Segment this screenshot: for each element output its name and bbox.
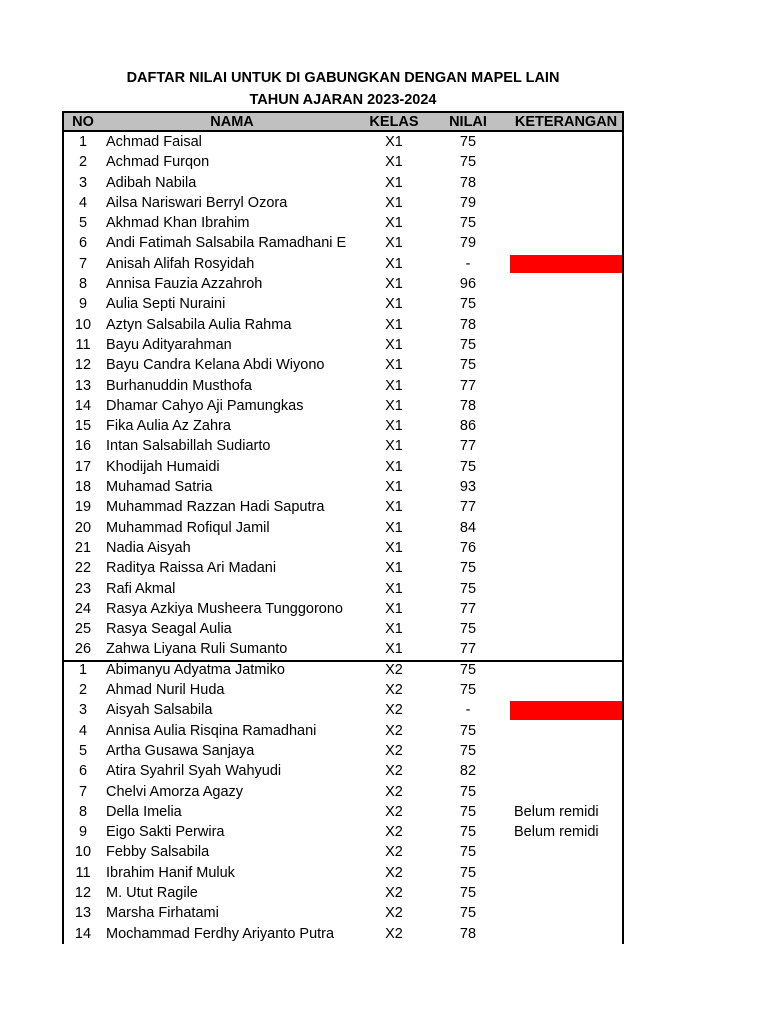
cell-kelas[interactable]: X1 (385, 499, 403, 516)
cell-keterangan[interactable]: Belum remidi (514, 803, 599, 820)
cell-keterangan[interactable] (510, 721, 622, 741)
cell-keterangan[interactable] (510, 173, 622, 193)
cell-nilai[interactable]: 77 (459, 499, 477, 516)
table-row (64, 294, 622, 314)
cell-kelas[interactable]: X1 (385, 377, 403, 394)
cell-nilai[interactable]: 75 (459, 458, 477, 475)
cell-nama[interactable]: Anisah Alifah Rosyidah (106, 255, 255, 272)
cell-no[interactable]: 4 (78, 722, 88, 739)
cell-nilai[interactable]: 75 (459, 215, 477, 232)
cell-keterangan[interactable]: Belum remidi (514, 824, 599, 841)
cell-keterangan[interactable] (510, 599, 622, 619)
cell-keterangan[interactable] (510, 355, 622, 375)
cell-kelas[interactable]: X2 (385, 783, 403, 800)
cell-keterangan[interactable] (510, 924, 622, 944)
cell-nilai[interactable]: 75 (459, 844, 477, 861)
table-row (64, 903, 622, 923)
cell-keterangan[interactable] (510, 254, 622, 274)
cell-nama[interactable]: Bayu Adityarahman (106, 336, 232, 353)
table-row (64, 254, 622, 274)
cell-no[interactable]: 5 (78, 742, 88, 759)
cell-kelas[interactable]: X2 (385, 742, 403, 759)
cell-nilai[interactable]: 75 (459, 783, 477, 800)
cell-nilai[interactable]: 75 (459, 905, 477, 922)
cell-keterangan[interactable] (510, 274, 622, 294)
cell-kelas[interactable]: X1 (385, 357, 403, 374)
cell-nama[interactable]: Marsha Firhatami (106, 905, 219, 922)
cell-keterangan[interactable] (510, 579, 622, 599)
cell-kelas[interactable]: X1 (385, 174, 403, 191)
cell-no[interactable]: 18 (74, 479, 92, 496)
cell-nilai[interactable]: 75 (459, 682, 477, 699)
cell-nama[interactable]: Khodijah Humaidi (106, 458, 220, 475)
cell-keterangan[interactable] (510, 335, 622, 355)
cell-no[interactable]: 9 (78, 824, 88, 841)
cell-keterangan[interactable] (510, 416, 622, 436)
cell-nama[interactable]: Andi Fatimah Salsabila Ramadhani E (106, 235, 347, 252)
cell-nama[interactable]: Atira Syahril Syah Wahyudi (106, 763, 282, 780)
cell-nilai[interactable]: 78 (459, 925, 477, 942)
cell-kelas[interactable]: X2 (385, 824, 403, 841)
cell-no[interactable]: 13 (74, 377, 92, 394)
red-flag-marker (510, 701, 622, 719)
cell-nilai[interactable]: 75 (459, 296, 477, 313)
cell-kelas[interactable]: X1 (385, 397, 403, 414)
cell-keterangan[interactable] (510, 193, 622, 213)
cell-no[interactable]: 4 (78, 194, 88, 211)
table-row (64, 193, 622, 213)
cell-nama[interactable]: Achmad Furqon (106, 154, 210, 171)
cell-no[interactable]: 15 (74, 418, 92, 435)
cell-keterangan[interactable] (510, 782, 622, 802)
cell-nama[interactable]: Aztyn Salsabila Aulia Rahma (106, 316, 292, 333)
cell-nama[interactable]: Annisa Fauzia Azzahroh (106, 276, 263, 293)
page-subtitle: TAHUN AJARAN 2023-2024 (249, 92, 437, 108)
cell-kelas[interactable]: X1 (385, 194, 403, 211)
cell-kelas[interactable]: X1 (385, 235, 403, 252)
cell-no[interactable]: 6 (78, 235, 88, 252)
cell-nama[interactable]: Zahwa Liyana Ruli Sumanto (106, 641, 288, 658)
table-row (64, 233, 622, 253)
table-row (64, 152, 622, 172)
cell-nilai[interactable]: 77 (459, 438, 477, 455)
cell-no[interactable]: 20 (74, 519, 92, 536)
cell-nilai[interactable]: 75 (459, 864, 477, 881)
cell-keterangan[interactable] (510, 842, 622, 862)
cell-no[interactable]: 13 (74, 905, 92, 922)
cell-nama[interactable]: Aisyah Salsabila (106, 702, 213, 719)
cell-nilai[interactable]: 84 (459, 519, 477, 536)
cell-nama[interactable]: Nadia Aisyah (106, 539, 191, 556)
cell-keterangan[interactable] (510, 700, 622, 720)
cell-kelas[interactable]: X2 (385, 682, 403, 699)
cell-no[interactable]: 2 (78, 682, 88, 699)
table-row (64, 497, 622, 517)
cell-keterangan[interactable] (510, 619, 622, 639)
cell-nama[interactable]: Adibah Nabila (106, 174, 197, 191)
cell-nama[interactable]: Muhammad Razzan Hadi Saputra (106, 499, 325, 516)
table-row (64, 802, 622, 822)
cell-keterangan[interactable] (510, 294, 622, 314)
cell-keterangan[interactable] (510, 477, 622, 497)
cell-kelas[interactable]: X1 (385, 418, 403, 435)
cell-nilai[interactable]: 75 (459, 661, 477, 678)
cell-keterangan[interactable] (510, 639, 622, 659)
cell-nilai[interactable]: 75 (459, 803, 477, 820)
cell-no[interactable]: 12 (74, 884, 92, 901)
cell-no[interactable]: 23 (74, 580, 92, 597)
table-row (64, 599, 622, 619)
cell-no[interactable]: 7 (78, 783, 88, 800)
cell-keterangan[interactable] (510, 233, 622, 253)
cell-nama[interactable]: Annisa Aulia Risqina Ramadhani (106, 722, 317, 739)
cell-nama[interactable]: Ailsa Nariswari Berryl Ozora (106, 194, 288, 211)
cell-keterangan[interactable] (510, 903, 622, 923)
cell-nama[interactable]: Intan Salsabillah Sudiarto (106, 438, 271, 455)
cell-no[interactable]: 21 (74, 539, 92, 556)
cell-keterangan[interactable] (510, 315, 622, 335)
table-row (64, 173, 622, 193)
table-row (64, 639, 622, 659)
cell-no[interactable]: 19 (74, 499, 92, 516)
cell-nilai[interactable]: 75 (459, 621, 477, 638)
cell-no[interactable]: 1 (78, 661, 88, 678)
cell-no[interactable]: 17 (74, 458, 92, 475)
cell-nilai[interactable]: - (465, 702, 471, 719)
cell-nama[interactable]: Muhamad Satria (106, 479, 213, 496)
table-row (64, 883, 622, 903)
cell-no[interactable]: 3 (78, 174, 88, 191)
table-row (64, 132, 622, 152)
cell-nama[interactable]: Bayu Candra Kelana Abdi Wiyono (106, 357, 325, 374)
cell-kelas[interactable]: X1 (385, 276, 403, 293)
cell-kelas[interactable]: X1 (385, 154, 403, 171)
cell-nilai[interactable]: 76 (459, 539, 477, 556)
cell-kelas[interactable]: X2 (385, 844, 403, 861)
cell-keterangan[interactable] (510, 396, 622, 416)
cell-kelas[interactable]: X1 (385, 215, 403, 232)
cell-nama[interactable]: Mochammad Ferdhy Ariyanto Putra (106, 925, 335, 942)
table-row (64, 355, 622, 375)
table-row (64, 538, 622, 558)
table-row (64, 518, 622, 538)
cell-keterangan[interactable] (510, 680, 622, 700)
cell-keterangan[interactable] (510, 213, 622, 233)
cell-nama[interactable]: Artha Gusawa Sanjaya (106, 742, 255, 759)
cell-keterangan[interactable] (510, 761, 622, 781)
table-row (64, 782, 622, 802)
cell-kelas[interactable]: X1 (385, 580, 403, 597)
cell-no[interactable]: 26 (74, 641, 92, 658)
table-row (64, 924, 622, 944)
table-row (64, 619, 622, 639)
table-row (64, 335, 622, 355)
cell-keterangan[interactable] (510, 558, 622, 578)
cell-no[interactable]: 5 (78, 215, 88, 232)
table-row (64, 680, 622, 700)
cell-no[interactable]: 9 (78, 296, 88, 313)
cell-nilai[interactable]: 78 (459, 397, 477, 414)
cell-nama[interactable]: Rafi Akmal (106, 580, 176, 597)
column-header-nama[interactable]: NAMA (210, 114, 254, 130)
table-header (64, 111, 622, 132)
table-row (64, 376, 622, 396)
cell-nilai[interactable]: 79 (459, 194, 477, 211)
cell-no[interactable]: 10 (74, 844, 92, 861)
table-row (64, 274, 622, 294)
table-row (64, 761, 622, 781)
cell-nama[interactable]: Burhanuddin Musthofa (106, 377, 252, 394)
column-header-no[interactable]: NO (72, 114, 94, 130)
cell-no[interactable]: 3 (78, 702, 88, 719)
cell-nilai[interactable]: 75 (459, 722, 477, 739)
red-flag-marker (510, 255, 622, 273)
cell-no[interactable]: 24 (74, 600, 92, 617)
table-row (64, 579, 622, 599)
cell-kelas[interactable]: X2 (385, 702, 403, 719)
cell-keterangan[interactable] (510, 152, 622, 172)
cell-nilai[interactable]: 79 (459, 235, 477, 252)
cell-nilai[interactable]: 75 (459, 154, 477, 171)
table-row (64, 315, 622, 335)
cell-kelas[interactable]: X1 (385, 600, 403, 617)
cell-nilai[interactable]: 75 (459, 357, 477, 374)
cell-nilai[interactable]: 75 (459, 134, 477, 150)
table-row (64, 822, 622, 842)
table-row (64, 721, 622, 741)
cell-no[interactable]: 10 (74, 316, 92, 333)
cell-keterangan[interactable] (510, 497, 622, 517)
cell-nilai[interactable]: 75 (459, 884, 477, 901)
cell-kelas[interactable]: X1 (385, 316, 403, 333)
table-row (64, 660, 622, 680)
cell-nama[interactable]: M. Utut Ragile (106, 884, 198, 901)
cell-nama[interactable]: Muhammad Rofiqul Jamil (106, 519, 270, 536)
cell-nilai[interactable]: 75 (459, 742, 477, 759)
cell-keterangan[interactable] (510, 436, 622, 456)
cell-no[interactable]: 11 (75, 864, 91, 881)
cell-no[interactable]: 2 (78, 154, 88, 171)
table-row (64, 396, 622, 416)
grade-table (62, 111, 624, 944)
cell-keterangan[interactable] (510, 662, 622, 680)
cell-nama[interactable]: Rasya Seagal Aulia (106, 621, 232, 638)
cell-kelas[interactable]: X2 (385, 905, 403, 922)
cell-kelas[interactable]: X1 (385, 539, 403, 556)
column-header-keterangan[interactable]: KETERANGAN (514, 114, 618, 130)
cell-nilai[interactable]: 75 (459, 560, 477, 577)
cell-nama[interactable]: Fika Aulia Az Zahra (106, 418, 231, 435)
cell-nama[interactable]: Eigo Sakti Perwira (106, 824, 225, 841)
cell-kelas[interactable]: X2 (385, 722, 403, 739)
cell-kelas[interactable]: X2 (385, 763, 403, 780)
table-row (64, 700, 622, 720)
cell-kelas[interactable]: X1 (385, 438, 403, 455)
cell-nama[interactable]: Febby Salsabila (106, 844, 210, 861)
cell-no[interactable]: 14 (74, 397, 92, 414)
table-row (64, 457, 622, 477)
cell-nilai[interactable]: 75 (459, 336, 477, 353)
cell-kelas[interactable]: X1 (385, 296, 403, 313)
cell-nama[interactable]: Dhamar Cahyo Aji Pamungkas (106, 397, 304, 414)
cell-kelas[interactable]: X2 (385, 925, 403, 942)
cell-kelas[interactable]: X2 (385, 661, 403, 678)
table-row (64, 558, 622, 578)
cell-nilai[interactable]: - (465, 255, 471, 272)
table-row (64, 741, 622, 761)
cell-nama[interactable]: Achmad Faisal (106, 134, 202, 150)
cell-no[interactable]: 12 (74, 357, 92, 374)
table-body (64, 132, 622, 944)
table-row (64, 436, 622, 456)
cell-kelas[interactable]: X1 (385, 255, 403, 272)
cell-nama[interactable]: Rasya Azkiya Musheera Tunggorono (106, 600, 343, 617)
cell-nilai[interactable]: 75 (459, 824, 477, 841)
cell-nama[interactable]: Akhmad Khan Ibrahim (106, 215, 250, 232)
cell-nilai[interactable]: 86 (459, 418, 477, 435)
cell-nilai[interactable]: 78 (459, 174, 477, 191)
cell-nilai[interactable]: 82 (459, 763, 477, 780)
cell-no[interactable]: 7 (78, 255, 88, 272)
cell-kelas[interactable]: X2 (385, 864, 403, 881)
table-row (64, 416, 622, 436)
column-header-nilai[interactable]: NILAI (449, 114, 487, 130)
cell-no[interactable]: 16 (74, 438, 92, 455)
cell-no[interactable]: 8 (78, 276, 88, 293)
table-row (64, 213, 622, 233)
cell-kelas[interactable]: X1 (385, 134, 403, 150)
cell-nama[interactable]: Aulia Septi Nuraini (106, 296, 226, 313)
column-header-kelas[interactable]: KELAS (369, 114, 419, 130)
cell-nilai[interactable]: 77 (459, 641, 477, 658)
cell-nama[interactable]: Abimanyu Adyatma Jatmiko (106, 661, 285, 678)
cell-no[interactable]: 11 (75, 336, 91, 353)
cell-keterangan[interactable] (510, 883, 622, 903)
cell-kelas[interactable]: X1 (385, 519, 403, 536)
cell-kelas[interactable]: X1 (385, 641, 403, 658)
cell-nama[interactable]: Ibrahim Hanif Muluk (106, 864, 235, 881)
table-row (64, 477, 622, 497)
cell-no[interactable]: 14 (74, 925, 92, 942)
cell-nilai[interactable]: 93 (459, 479, 477, 496)
cell-kelas[interactable]: X1 (385, 336, 403, 353)
cell-keterangan[interactable] (510, 132, 622, 152)
cell-no[interactable]: 8 (78, 803, 88, 820)
cell-no[interactable]: 22 (74, 560, 92, 577)
cell-kelas[interactable]: X1 (385, 621, 403, 638)
cell-keterangan[interactable] (510, 538, 622, 558)
cell-nilai[interactable]: 96 (459, 276, 477, 293)
cell-kelas[interactable]: X2 (385, 803, 403, 820)
table-row (64, 842, 622, 862)
cell-kelas[interactable]: X1 (385, 458, 403, 475)
cell-keterangan[interactable] (510, 863, 622, 883)
cell-no[interactable]: 25 (74, 621, 92, 638)
table-row (64, 863, 622, 883)
cell-keterangan[interactable] (510, 518, 622, 538)
cell-no[interactable]: 1 (78, 134, 88, 150)
cell-nilai[interactable]: 78 (459, 316, 477, 333)
cell-keterangan[interactable] (510, 457, 622, 477)
cell-nama[interactable]: Ahmad Nuril Huda (106, 682, 225, 699)
cell-nama[interactable]: Raditya Raissa Ari Madani (106, 560, 277, 577)
cell-nilai[interactable]: 75 (459, 580, 477, 597)
cell-kelas[interactable]: X1 (385, 560, 403, 577)
page-title: DAFTAR NILAI UNTUK DI GABUNGKAN DENGAN MAPEL LAIN (126, 70, 560, 86)
cell-nama[interactable]: Della Imelia (106, 803, 182, 820)
cell-nilai[interactable]: 77 (459, 377, 477, 394)
cell-kelas[interactable]: X1 (385, 479, 403, 496)
cell-keterangan[interactable] (510, 741, 622, 761)
cell-nama[interactable]: Chelvi Amorza Agazy (106, 783, 244, 800)
cell-kelas[interactable]: X2 (385, 884, 403, 901)
cell-keterangan[interactable] (510, 376, 622, 396)
cell-no[interactable]: 6 (78, 763, 88, 780)
cell-nilai[interactable]: 77 (459, 600, 477, 617)
